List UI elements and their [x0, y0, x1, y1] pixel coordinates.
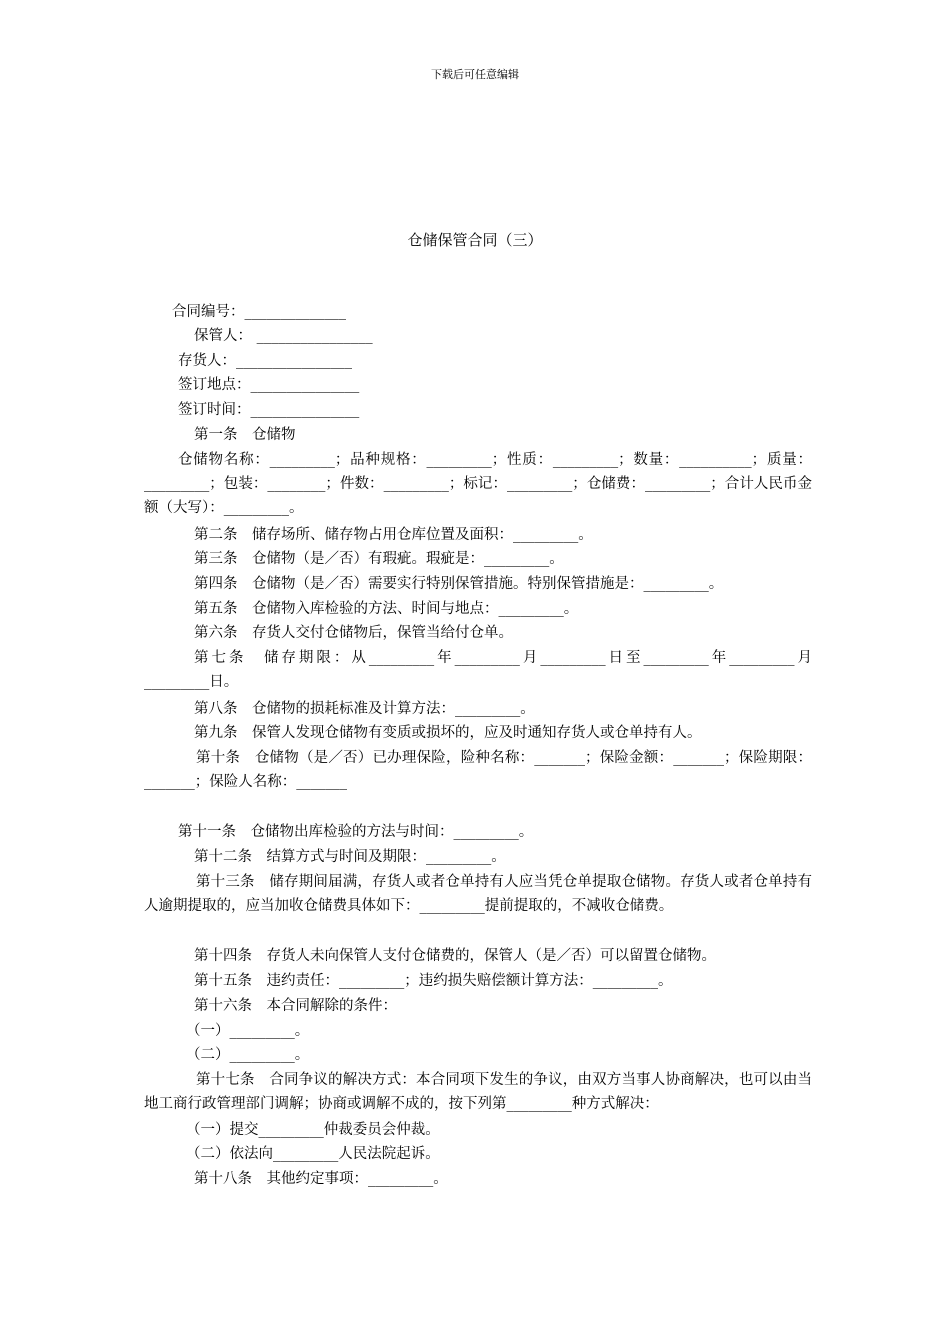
article-16-item-1: （一）_________。: [186, 1023, 310, 1039]
article-6: 第六条 存货人交付仓储物后，保管当给付仓单。: [194, 625, 513, 641]
article-16: 第十六条 本合同解除的条件：: [194, 998, 397, 1014]
article-17-item-2: （二）依法向_________人民法院起诉。: [186, 1146, 440, 1162]
article-12: 第十二条 结算方式与时间及期限：_________。: [194, 849, 506, 865]
article-10: 第十条 仓储物（是／否）已办理保险，险种名称：_______；保险金额：_______；保险期限：_______；保险人名称：_______: [144, 750, 812, 790]
article-5: 第五条 仓储物入库检验的方法、时间与地点：_________。: [194, 601, 579, 617]
page-header-note: 下载后可任意编辑: [431, 68, 519, 81]
article-14: 第十四条 存货人未向保管人支付仓储费的，保管人（是／否）可以留置仓储物。: [194, 948, 716, 964]
article-1-title: 第一条 仓储物: [194, 427, 296, 443]
sign-time-field: 签订时间：_______________: [178, 402, 360, 418]
article-7: 第七条 储存期限：从_________年_________月_________日至_________年_________月_________日。: [144, 650, 812, 690]
article-1-detail: 仓储物名称：_________；品种规格：_________；性质：_________；数量：__________；质量：_________；包装：________；件数：_________；标记：_________；仓储费：_________；合计人民币金额（大写）：_________。: [144, 452, 812, 516]
article-3: 第三条 仓储物（是／否）有瑕疵。瑕疵是：_________。: [194, 551, 564, 567]
article-2: 第二条 储存场所、储存物占用仓库位置及面积：_________。: [194, 527, 593, 543]
article-17: 第十七条 合同争议的解决方式：本合同项下发生的争议，由双方当事人协商解决，也可以由当地工商行政管理部门调解；协商或调解不成的，按下列第_________种方式解决：: [144, 1072, 812, 1112]
article-9: 第九条 保管人发现仓储物有变质或损坏的，应及时通知存货人或仓单持有人。: [194, 725, 702, 741]
sign-place-field: 签订地点：_______________: [178, 377, 360, 393]
article-4: 第四条 仓储物（是／否）需要实行特别保管措施。特别保管措施是：_________。: [194, 576, 724, 592]
document-title: 仓储保管合同（三）: [407, 231, 543, 249]
article-17-item-1: （一）提交_________仲裁委员会仲裁。: [186, 1122, 440, 1138]
depositor-field: 存货人：________________: [178, 353, 352, 369]
keeper-field: 保管人： ________________: [194, 328, 373, 344]
article-11: 第十一条 仓储物出库检验的方法与时间：_________。: [178, 824, 534, 840]
article-8: 第八条 仓储物的损耗标准及计算方法：_________。: [194, 701, 535, 717]
article-16-item-2: （二）_________。: [186, 1047, 310, 1063]
contract-number-field: 合同编号：______________: [172, 304, 346, 320]
article-18: 第十八条 其他约定事项：_________。: [194, 1171, 448, 1187]
article-15: 第十五条 违约责任：_________；违约损失赔偿额计算方法：_________。: [194, 973, 673, 989]
article-13: 第十三条 储存期间届满，存货人或者仓单持有人应当凭仓单提取仓储物。存货人或者仓单持有人逾期提取的，应当加收仓储费具体如下：_________提前提取的，不减收仓储费。: [144, 874, 812, 914]
